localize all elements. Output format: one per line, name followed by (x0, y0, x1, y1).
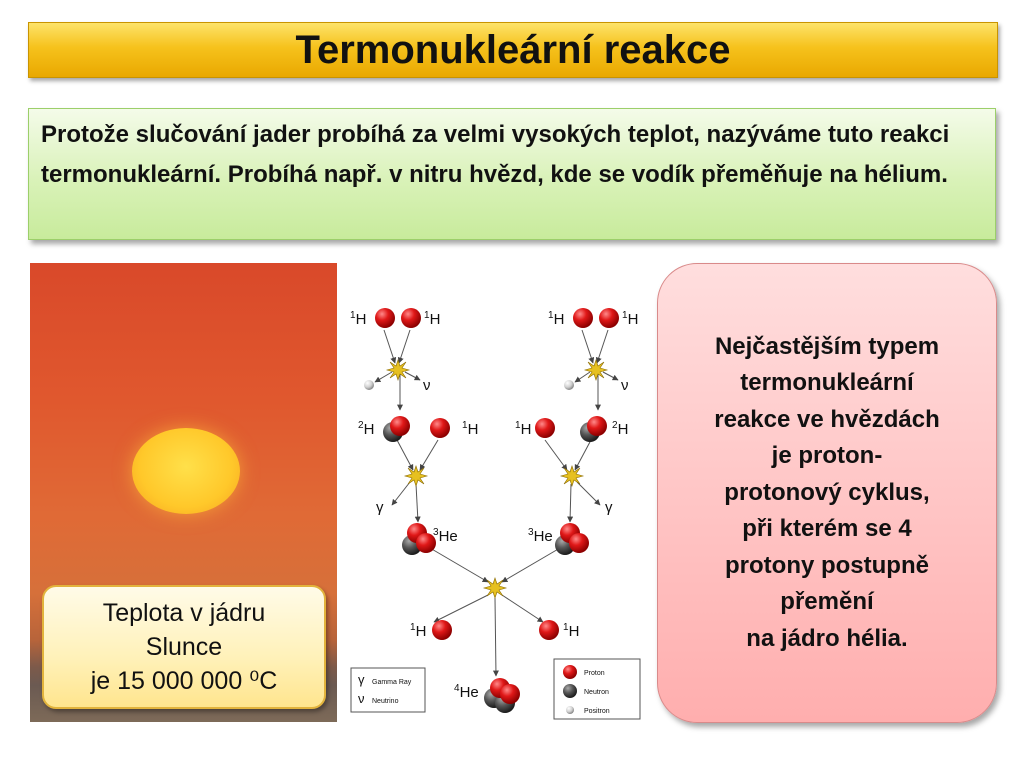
proton-particle (587, 416, 607, 436)
label-gamma: γ (605, 499, 613, 516)
temperature-line-3: je 15 000 000 ⁰C (90, 667, 278, 695)
proton-particle (573, 308, 593, 328)
info-callout (657, 263, 997, 723)
label-he3: $^3$He (433, 527, 458, 545)
legend-proton-label: Proton (584, 670, 605, 677)
legend-gamma-label: Gamma Ray (372, 679, 412, 686)
title-bar (28, 22, 998, 78)
proton-proton-chain-diagram (340, 290, 650, 730)
proton-particle (535, 418, 555, 438)
label-he3: $^3$He (528, 527, 553, 545)
proton-particle (432, 620, 452, 640)
label-gamma: γ (376, 499, 384, 516)
label-h1: $^1$H (515, 420, 532, 438)
legend-neutron-label: Neutron (584, 689, 609, 696)
label-h1: $^1$H (622, 310, 639, 328)
fusion-star (561, 466, 583, 486)
fusion-stars (387, 360, 607, 598)
positron-particle (564, 380, 574, 390)
proton-particle (569, 533, 589, 553)
page-title: Termonukleární reakce (295, 27, 731, 72)
temperature-callout (42, 585, 326, 709)
fusion-star (585, 360, 607, 380)
label-h1: $^1$H (410, 622, 427, 640)
label-h1: $^1$H (350, 310, 367, 328)
legend-nu-symbol: ν (358, 691, 365, 706)
sunset-photo (30, 263, 337, 722)
proton-particle (375, 308, 395, 328)
proton-particle (430, 418, 450, 438)
legend-nu-label: Neutrino (372, 698, 399, 705)
proton-particle (390, 416, 410, 436)
legend-left (351, 668, 425, 712)
info-text: Nejčastějším typem termonukleární reakce ve hvězdách je proton- protonový cyklus, při kterém se 4 protony postupně přemění na jádro hélia. (714, 332, 940, 652)
legend-positron-swatch (566, 706, 574, 714)
proton-particle (500, 684, 520, 704)
legend-proton-swatch (563, 665, 577, 679)
sun-disc (132, 428, 240, 514)
intro-text: Protože slučování jader probíhá za velmi vysokých teplot, nazýváme tuto reakci termonukleární. Probíhá např. v nitru hvězd, kde se vodík přeměňuje na hélium. (41, 121, 950, 188)
label-nu: ν (621, 377, 629, 394)
legend-positron-label: Positron (584, 708, 610, 715)
temperature-line-1: Teplota v jádru (102, 599, 266, 627)
proton-particle (539, 620, 559, 640)
positron-particle (364, 380, 374, 390)
label-nu: ν (423, 377, 431, 394)
label-h2: $^2$H (612, 420, 629, 438)
label-h2: $^2$H (358, 420, 375, 438)
label-h1: $^1$H (563, 622, 580, 640)
intro-text-box (28, 108, 996, 240)
proton-particle (599, 308, 619, 328)
fusion-star (405, 466, 427, 486)
legend-gamma-symbol: γ (358, 672, 365, 687)
legend-neutron-swatch (563, 684, 577, 698)
legend-right (554, 659, 640, 719)
label-h1: $^1$H (424, 310, 441, 328)
label-h1: $^1$H (548, 310, 565, 328)
label-h1: $^1$H (462, 420, 479, 438)
label-he4: $^4$He (454, 683, 479, 701)
temperature-line-2: Slunce (145, 633, 223, 661)
proton-particle (401, 308, 421, 328)
fusion-star (387, 360, 409, 380)
